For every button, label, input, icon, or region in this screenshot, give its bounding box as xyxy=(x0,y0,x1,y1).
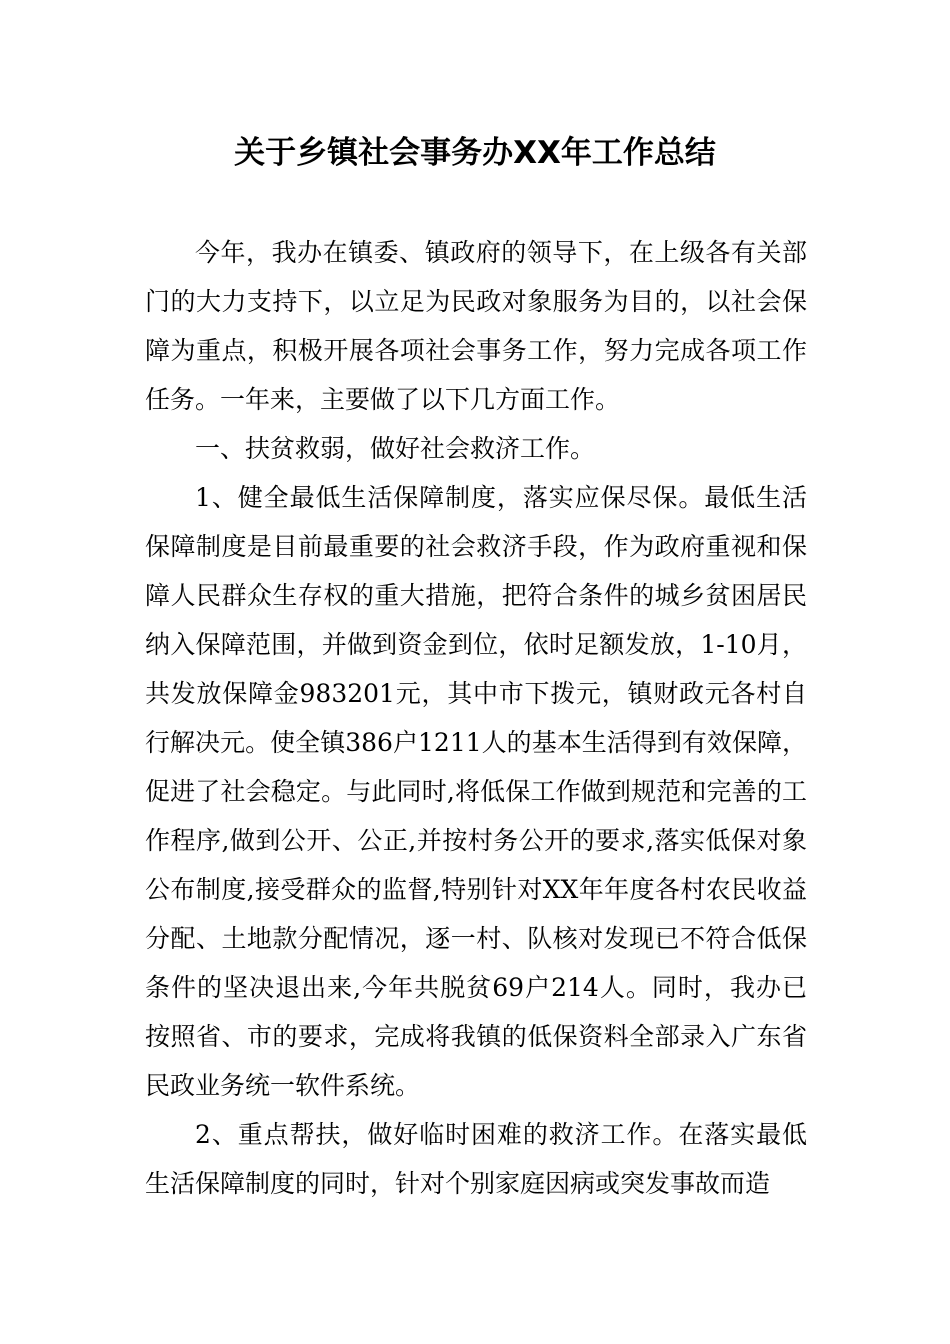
paragraph-item-1: 1、健全最低生活保障制度，落实应保尽保。最低生活保障制度是目前最重要的社会救济手段，作为政府重视和保障人民群众生存权的重大措施，把符合条件的城乡贫困居民纳入保障范围，并做到资金到位，依时足额发放，1-10月，共发放保障金983201元，其中市下拨元，镇财政元各村自行解决元。使全镇386户1211人的基本生活得到有效保障，促进了社会稳定。与此同时,将低保工作做到规范和完善的工作程序,做到公开、公正,并按村务公开的要求,落实低保对象公布制度,接受群众的监督,特别针对XX年年度各村农民收益分配、土地款分配情况，逐一村、队核对发现已不符合低保条件的坚决退出来,今年共脱贫69户214人。同时，我办已按照省、市的要求，完成将我镇的低保资料全部录入广东省民政业务统一软件系统。 xyxy=(145,483,807,1100)
section-heading-1: 一、扶贫救弱，做好社会救济工作。 xyxy=(195,434,596,463)
paragraph-intro: 今年，我办在镇委、镇政府的领导下，在上级各有关部门的大力支持下，以立足为民政对象服务为目的，以社会保障为重点，积极开展各项社会事务工作，努力完成各项工作任务。一年来，主要做了以下几方面工作。 xyxy=(145,238,807,414)
paragraph-item-2: 2、重点帮扶，做好临时困难的救济工作。在落实最低生活保障制度的同时，针对个别家庭因病或突发事故而造 xyxy=(145,1120,807,1198)
document-body xyxy=(145,228,807,1208)
document-title: 关于乡镇社会事务办XX年工作总结 xyxy=(234,135,716,171)
